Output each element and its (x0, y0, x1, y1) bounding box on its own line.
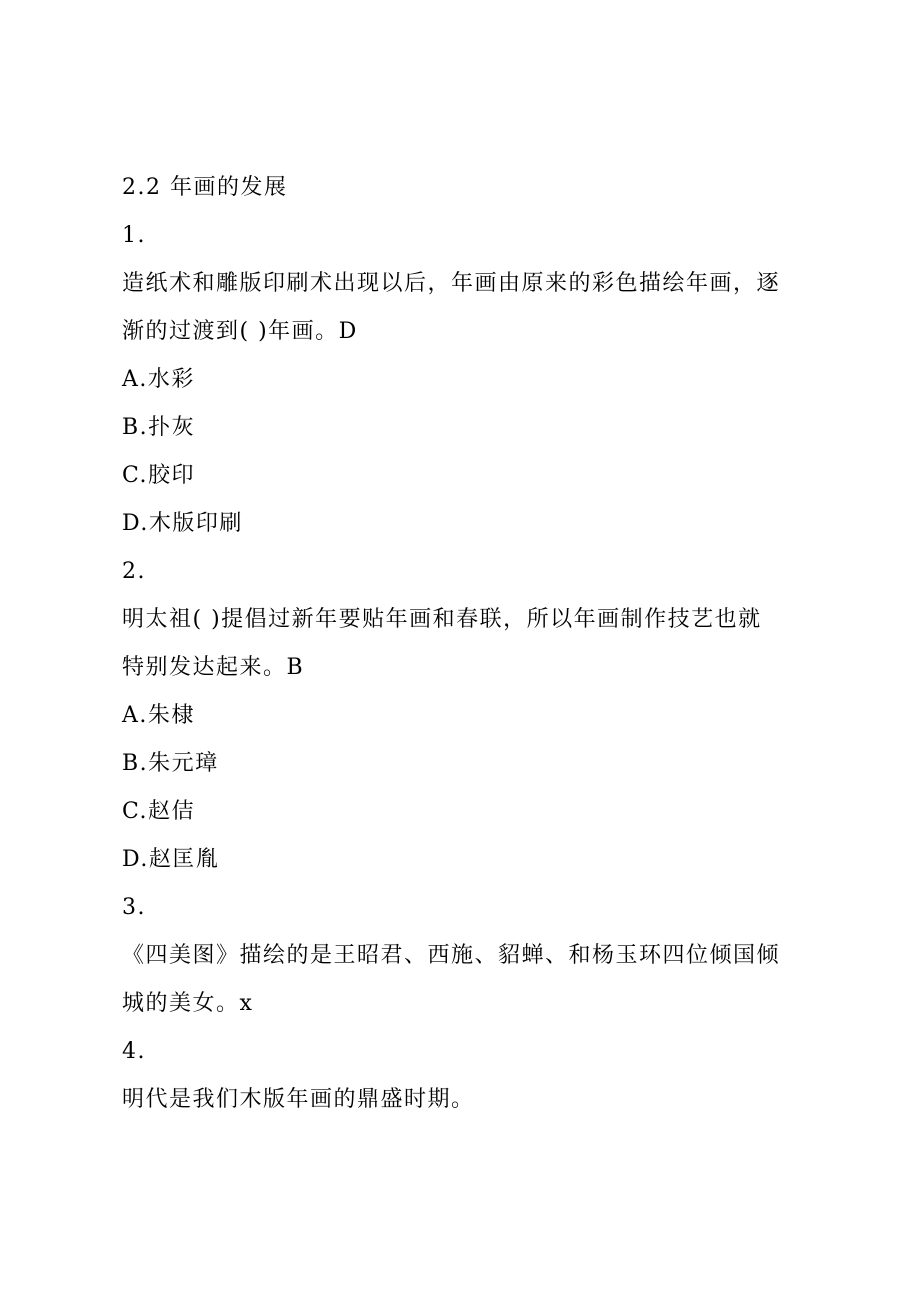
section-title: 2.2 年画的发展 (122, 175, 288, 200)
question-stem-line: 渐的过渡到( )年画。D (122, 319, 358, 344)
answer-option: A.朱棣 (122, 703, 195, 728)
question-stem-line: 明代是我们木版年画的鼎盛时期。 (122, 1087, 475, 1112)
answer-option: C.赵佶 (122, 799, 196, 824)
document-content (122, 164, 822, 1124)
answer-option: A.水彩 (122, 367, 195, 392)
question-stem-line: 城的美女。x (122, 991, 254, 1016)
question-number: 2. (122, 559, 146, 584)
answer-option: C.胶印 (122, 463, 196, 488)
question-stem-line: 造纸术和雕版印刷术出现以后，年画由原来的彩色描绘年画，逐 (122, 271, 781, 296)
question-stem-line: 明太祖( )提倡过新年要贴年画和春联，所以年画制作技艺也就 (122, 607, 762, 632)
question-number: 4. (122, 1039, 146, 1064)
answer-option: D.木版印刷 (122, 511, 243, 536)
question-number: 1. (122, 223, 146, 248)
question-stem-line: 《四美图》描绘的是王昭君、西施、貂蝉、和杨玉环四位倾国倾 (122, 943, 781, 968)
answer-option: B.朱元璋 (122, 751, 219, 776)
question-stem-line: 特别发达起来。B (122, 655, 305, 680)
answer-option: D.赵匡胤 (122, 847, 220, 872)
question-number: 3. (122, 895, 146, 920)
answer-option: B.扑灰 (122, 415, 196, 440)
